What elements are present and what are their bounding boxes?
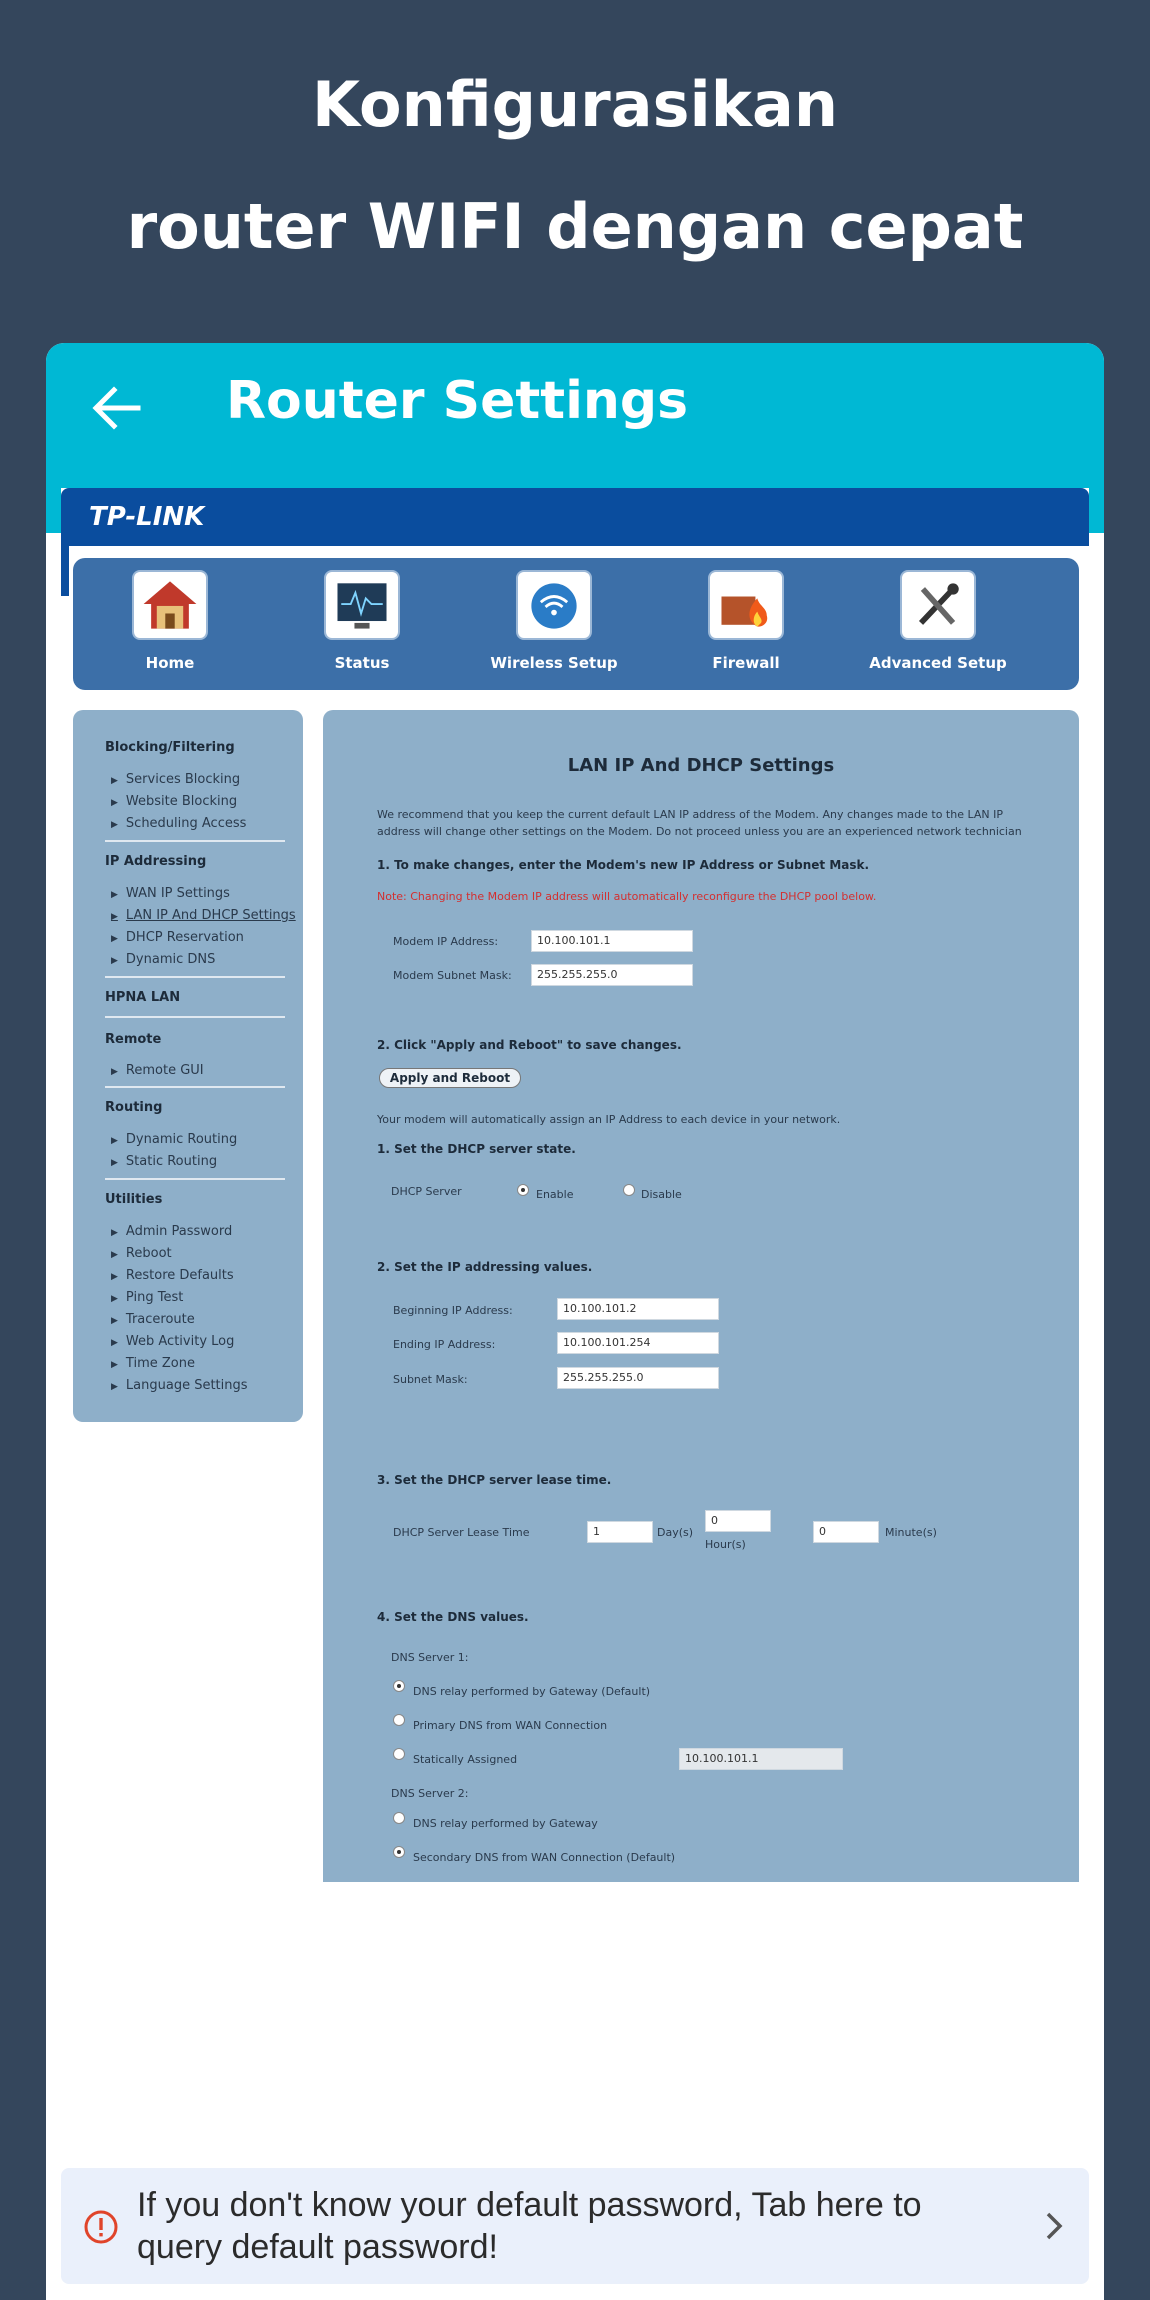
- nav-wireless-label: Wireless Setup: [490, 654, 618, 672]
- sidebar-heading-remote: Remote: [105, 1032, 162, 1047]
- hero-heading: [0, 0, 1150, 340]
- lease-hours-unit: Hour(s): [705, 1538, 746, 1551]
- panel-title: LAN IP And DHCP Settings: [567, 755, 835, 776]
- dhcp-disable-label: Disable: [641, 1188, 682, 1201]
- sidebar-heading-routing: Routing: [105, 1100, 163, 1115]
- subnet-mask-input[interactable]: 255.255.255.0: [557, 1367, 719, 1389]
- dns2-relay-radio[interactable]: [393, 1812, 405, 1824]
- dns2-secondary-label: Secondary DNS from WAN Connection (Default): [413, 1851, 676, 1864]
- sidebar-divider: [105, 1178, 285, 1180]
- sidebar-item-wan-ip[interactable]: ▶ WAN IP Settings: [111, 886, 230, 901]
- sidebar-item-ping-test[interactable]: ▶ Ping Test: [111, 1290, 183, 1305]
- modem-ip-label: Modem IP Address:: [393, 935, 499, 948]
- sidebar-item-static-routing[interactable]: ▶ Static Routing: [111, 1154, 217, 1169]
- step2-heading: 2. Click "Apply and Reboot" to save changes.: [377, 1038, 682, 1052]
- modem-mask-input[interactable]: 255.255.255.0: [531, 964, 693, 986]
- sidebar-item-reboot[interactable]: ▶ Reboot: [111, 1246, 172, 1261]
- apply-reboot-button[interactable]: Apply and Reboot: [379, 1068, 521, 1088]
- dns1-relay-label: DNS relay performed by Gateway (Default): [413, 1685, 651, 1698]
- status-icon: [324, 570, 400, 640]
- header-accent: [61, 546, 69, 596]
- begin-ip-label: Beginning IP Address:: [393, 1304, 513, 1317]
- dhcp-enable-radio[interactable]: [517, 1184, 529, 1196]
- arrow-left-icon[interactable]: [84, 375, 150, 441]
- sidebar-divider: [105, 840, 285, 842]
- nav-wireless-setup[interactable]: [459, 558, 649, 690]
- wifi-icon: [516, 570, 592, 640]
- end-ip-input[interactable]: 10.100.101.254: [557, 1332, 719, 1354]
- dhcp-state-heading: 1. Set the DHCP server state.: [377, 1142, 576, 1156]
- nav-home-label: Home: [145, 654, 195, 672]
- sidebar-divider: [105, 1016, 285, 1018]
- dns2-secondary-radio[interactable]: [393, 1846, 405, 1858]
- sidebar-item-web-activity-log[interactable]: ▶ Web Activity Log: [111, 1334, 234, 1349]
- lan-settings-panel: [323, 710, 1079, 1882]
- firewall-icon: [708, 570, 784, 640]
- dhcp-server-label: DHCP Server: [391, 1185, 462, 1198]
- app-screen-card: [46, 343, 1104, 2300]
- sidebar-item-services-blocking[interactable]: ▶ Services Blocking: [111, 772, 240, 787]
- sidebar-divider: [105, 1086, 285, 1088]
- sidebar-item-time-zone[interactable]: ▶ Time Zone: [111, 1356, 195, 1371]
- nav-advanced-setup[interactable]: [843, 558, 1033, 690]
- modem-mask-label: Modem Subnet Mask:: [393, 969, 512, 982]
- lease-label: DHCP Server Lease Time: [393, 1526, 530, 1539]
- dns1-relay-radio[interactable]: [393, 1680, 405, 1692]
- modem-ip-input[interactable]: 10.100.101.1: [531, 930, 693, 952]
- nav-firewall-label: Firewall: [712, 654, 780, 672]
- nav-status-label: Status: [334, 654, 390, 672]
- lease-minutes-input[interactable]: 0: [813, 1521, 879, 1543]
- step1-heading: 1. To make changes, enter the Modem's new IP Address or Subnet Mask.: [377, 858, 870, 872]
- lease-heading: 3. Set the DHCP server lease time.: [377, 1473, 612, 1487]
- dns1-primary-label: Primary DNS from WAN Connection: [413, 1719, 608, 1732]
- dns1-label: DNS Server 1:: [391, 1651, 469, 1664]
- lease-hours-input[interactable]: 0: [705, 1510, 771, 1532]
- sidebar-item-scheduling-access[interactable]: ▶ Scheduling Access: [111, 816, 246, 831]
- app-bar: [46, 343, 1104, 488]
- chevron-right-icon: [1036, 2208, 1072, 2244]
- sidebar-item-remote-gui[interactable]: ▶ Remote GUI: [111, 1063, 204, 1078]
- intro-text-2: address will change other settings on the Modem. Do not proceed unless you are an experienced network technician: [377, 825, 1022, 838]
- intro-text: We recommend that you keep the current default LAN IP address of the Modem. Any changes made to the LAN IP: [377, 808, 1003, 821]
- router-screenshot: [61, 488, 1089, 2023]
- tp-link-header: [61, 488, 1089, 546]
- lease-days-input[interactable]: 1: [587, 1521, 653, 1543]
- sidebar-divider: [105, 976, 285, 978]
- sidebar-item-dynamic-dns[interactable]: ▶ Dynamic DNS: [111, 952, 215, 967]
- default-password-banner[interactable]: [61, 2168, 1089, 2284]
- ip-values-heading: 2. Set the IP addressing values.: [377, 1260, 593, 1274]
- sidebar-item-admin-password[interactable]: ▶ Admin Password: [111, 1224, 232, 1239]
- hero-line-2: router WIFI dengan cepat: [126, 190, 1024, 263]
- nav-advanced-label: Advanced Setup: [869, 654, 1007, 672]
- dns2-label: DNS Server 2:: [391, 1787, 469, 1800]
- nav-firewall[interactable]: [651, 558, 841, 690]
- home-icon: [132, 570, 208, 640]
- lease-days-unit: Day(s): [657, 1526, 694, 1539]
- dns1-primary-radio[interactable]: [393, 1714, 405, 1726]
- dns1-static-radio[interactable]: [393, 1748, 405, 1760]
- dhcp-disable-radio[interactable]: [623, 1184, 635, 1196]
- alert-circle-icon: [83, 2209, 119, 2245]
- sidebar-heading-utilities: Utilities: [105, 1192, 163, 1207]
- sidebar-item-lan-ip-dhcp[interactable]: ▶ LAN IP And DHCP Settings: [111, 908, 296, 923]
- page-title: Router Settings: [226, 371, 689, 431]
- sidebar-heading-ip-addressing: IP Addressing: [105, 854, 207, 869]
- tp-link-logo: TP-LINK: [89, 502, 205, 532]
- banner-message: If you don't know your default password, Tab here to query default password!: [137, 2186, 922, 2266]
- router-sidebar: [73, 710, 303, 1422]
- subnet-mask-label: Subnet Mask:: [393, 1373, 468, 1386]
- sidebar-heading-blocking: Blocking/Filtering: [105, 740, 235, 755]
- nav-home[interactable]: [75, 558, 265, 690]
- sidebar-item-restore-defaults[interactable]: ▶ Restore Defaults: [111, 1268, 234, 1283]
- sidebar-item-language-settings[interactable]: ▶ Language Settings: [111, 1378, 248, 1393]
- begin-ip-input[interactable]: 10.100.101.2: [557, 1298, 719, 1320]
- dns2-relay-label: DNS relay performed by Gateway: [413, 1817, 598, 1830]
- hero-line-1: Konfigurasikan: [312, 68, 838, 141]
- warning-note: Note: Changing the Modem IP address will automatically reconfigure the DHCP pool below.: [377, 890, 877, 903]
- sidebar-item-traceroute[interactable]: ▶ Traceroute: [111, 1312, 195, 1327]
- lease-minutes-unit: Minute(s): [885, 1526, 937, 1539]
- end-ip-label: Ending IP Address:: [393, 1338, 496, 1351]
- dns-heading: 4. Set the DNS values.: [377, 1610, 529, 1624]
- auto-assign-text: Your modem will automatically assign an IP Address to each device in your network.: [377, 1113, 841, 1126]
- sidebar-heading-hpna-lan[interactable]: HPNA LAN: [105, 990, 181, 1005]
- router-nav: [73, 558, 1079, 690]
- sidebar-item-website-blocking[interactable]: ▶ Website Blocking: [111, 794, 237, 809]
- nav-status[interactable]: [267, 558, 457, 690]
- sidebar-item-dhcp-reservation[interactable]: ▶ DHCP Reservation: [111, 930, 244, 945]
- dhcp-enable-label: Enable: [536, 1188, 574, 1201]
- dns1-static-input[interactable]: 10.100.101.1: [679, 1748, 843, 1770]
- tools-icon: [900, 570, 976, 640]
- dns1-static-label: Statically Assigned: [413, 1753, 518, 1766]
- sidebar-item-dynamic-routing[interactable]: ▶ Dynamic Routing: [111, 1132, 237, 1147]
